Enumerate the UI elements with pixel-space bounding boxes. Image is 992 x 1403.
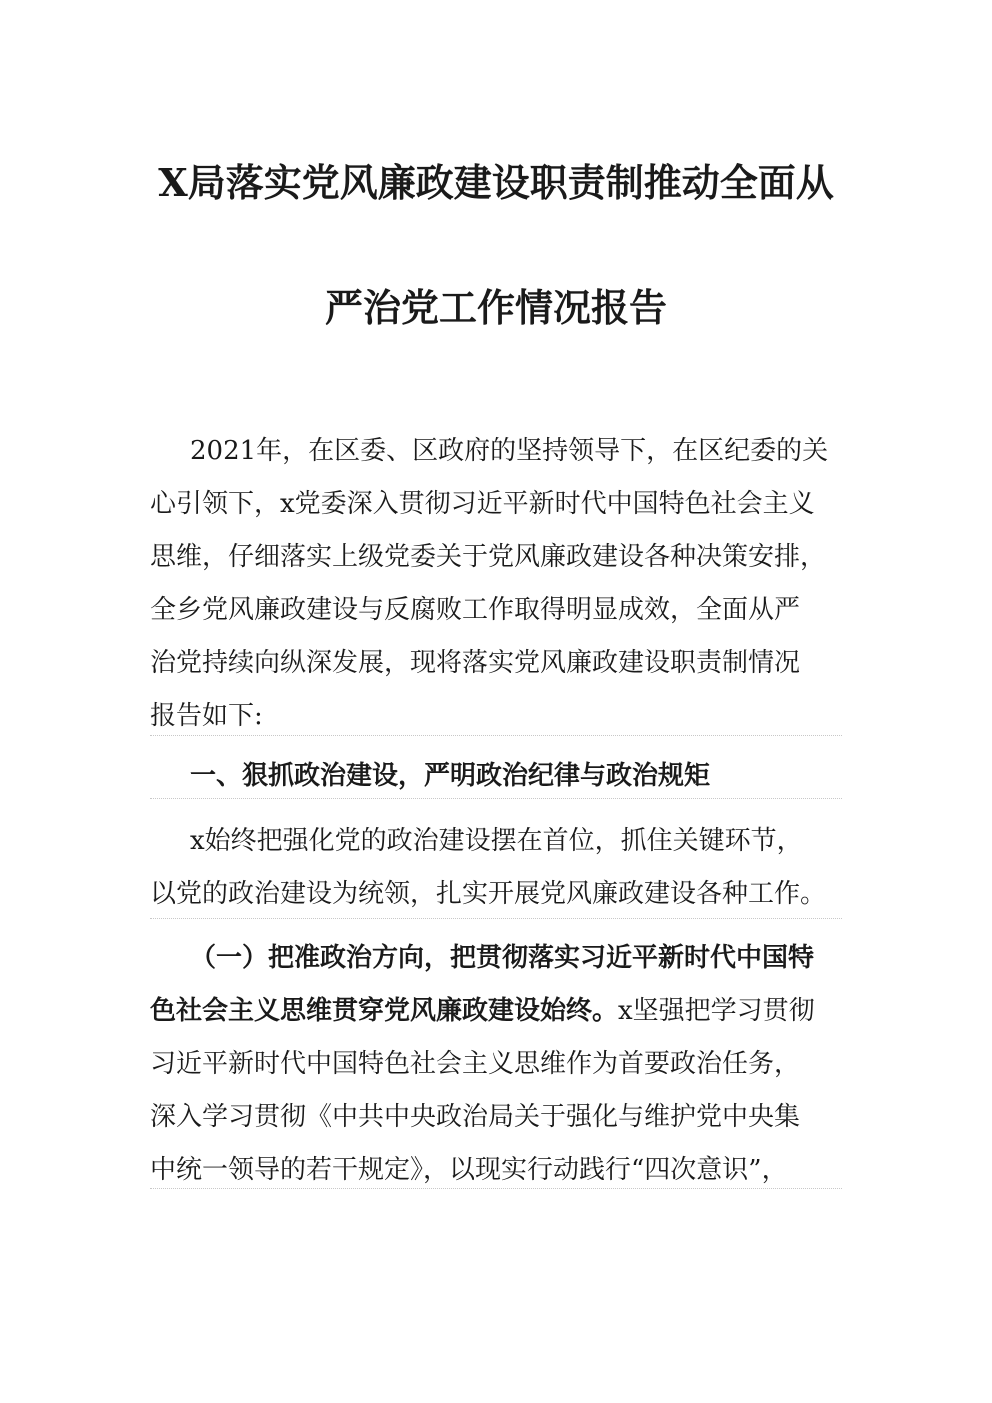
intro-paragraph	[150, 425, 842, 743]
document-title-line-2: 严治党工作情况报告	[324, 285, 667, 330]
intro-line: 全乡党风廉政建设与反腐败工作取得明显成效，全面从严	[150, 595, 801, 625]
intro-line: 心引领下，x党委深入贯彻习近平新时代中国特色社会主义	[150, 489, 815, 519]
intro-line: 报告如下:	[150, 701, 263, 731]
intro-line: 思维，仔细落实上级党委关于党风廉政建设各种决策安排，	[150, 542, 827, 572]
divider	[150, 918, 842, 919]
subsection-1-heading-line: （一）把准政治方向，把贯彻落实习近平新时代中国特	[190, 943, 815, 973]
intro-line: 2021年，在区委、区政府的坚持领导下，在区纪委的关	[190, 436, 829, 466]
section-1-line: x始终把强化党的政治建设摆在首位，抓住关键环节，	[190, 826, 803, 856]
subsection-1-line: 习近平新时代中国特色社会主义思维作为首要政治任务，	[150, 1049, 801, 1079]
divider	[150, 735, 842, 736]
document-title-line-1: X局落实党风廉政建设职责制推动全面从	[158, 160, 834, 205]
subsection-1-paragraph	[150, 932, 842, 1197]
subsection-1-heading-end: 色社会主义思维贯穿党风廉政建设始终。	[150, 996, 619, 1026]
subsection-1-line: 中统一领导的若干规定》，以现实行动践行“四次意识”，	[150, 1155, 788, 1185]
intro-line: 治党持续向纵深发展，现将落实党风廉政建设职责制情况	[150, 648, 801, 678]
section-1-heading-block	[150, 750, 842, 803]
divider	[150, 798, 842, 799]
section-1-heading: 一、狠抓政治建设，严明政治纪律与政治规矩	[190, 761, 711, 791]
subsection-1-text-start: x坚强把学习贯彻	[618, 996, 815, 1026]
divider	[150, 1188, 842, 1189]
section-1-line: 以党的政治建设为统领，扎实开展党风廉政建设各种工作。	[150, 879, 827, 909]
subsection-1-line: 深入学习贯彻《中共中央政治局关于强化与维护党中央集	[150, 1102, 801, 1132]
subsection-1-mixed-line	[150, 985, 842, 1038]
section-1-paragraph	[150, 815, 842, 921]
